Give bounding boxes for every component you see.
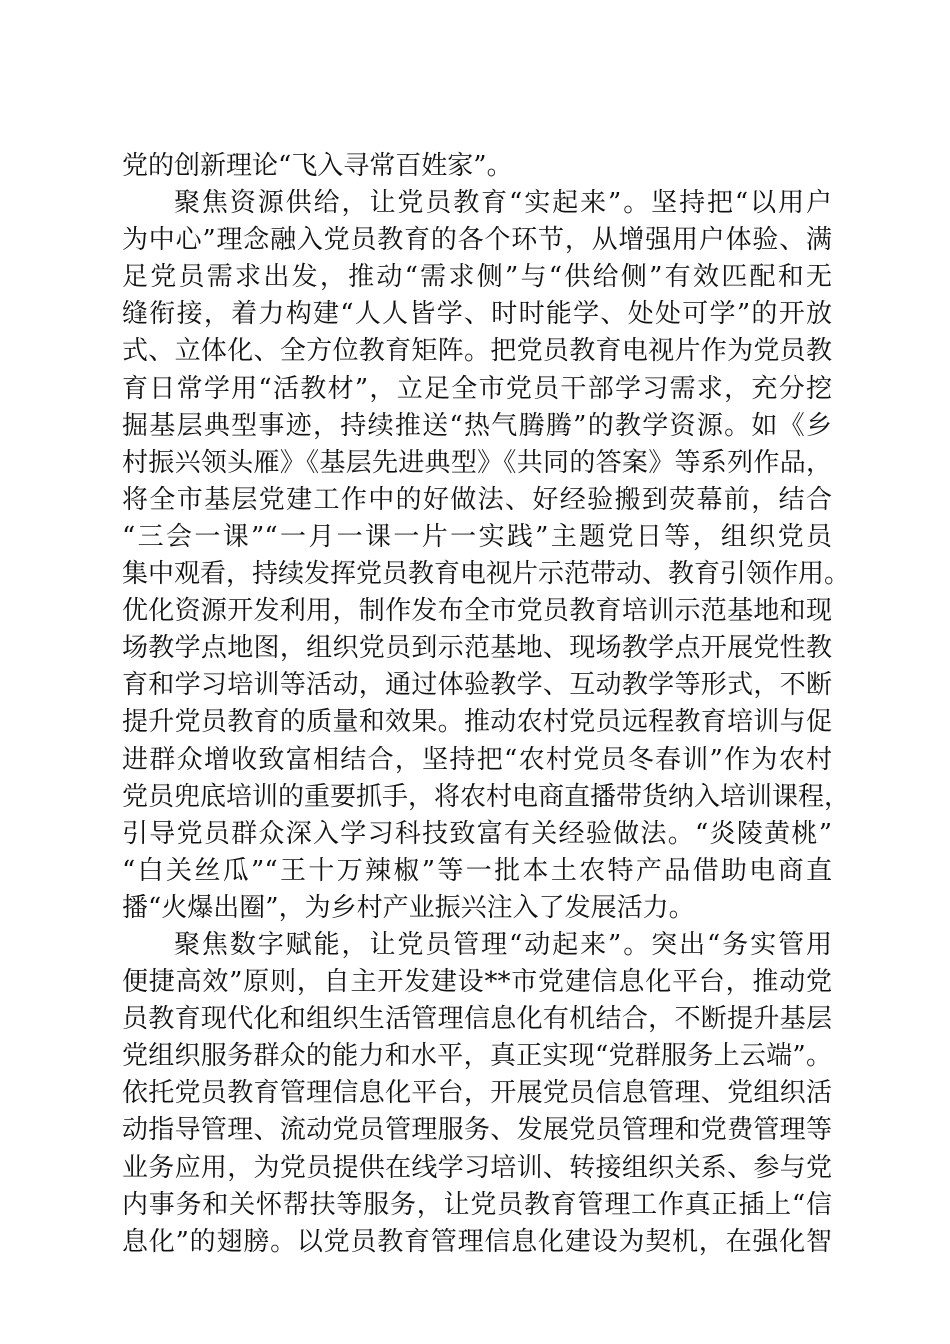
text-line: 党组织服务群众的能力和水平，真正实现“党群服务上云端”。 [122,1041,832,1072]
paragraph [122,185,851,927]
text-line: 聚焦资源供给，让党员教育“实起来”。坚持把“以用户 [174,188,832,219]
text-line: 掘基层典型事迹，持续推送“热气腾腾”的教学资源。如《乡 [122,410,832,441]
text-line: 聚焦数字赋能，让党员管理“动起来”。突出“务实管用 [174,929,832,960]
text-line: 提升党员教育的质量和效果。推动农村党员远程教育培训与促 [122,707,832,738]
text-line: 育和学习培训等活动，通过体验教学、互动教学等形式，不断 [122,670,832,701]
text-line: 引导党员群众深入学习科技致富有关经验做法。“炎陵黄桃” [122,818,832,849]
paragraph [122,148,832,185]
text-line: 业务应用，为党员提供在线学习培训、转接组织关系、参与党 [122,1152,832,1183]
text-line: 便捷高效”原则，自主开发建设**市党建信息化平台，推动党 [122,967,832,998]
text-line: 动指导管理、流动党员管理服务、发展党员管理和党费管理等 [122,1115,832,1146]
text-line: 党员兜底培训的重要抓手，将农村电商直播带货纳入培训课程， [122,781,851,812]
text-line: 播“火爆出圈”，为乡村产业振兴注入了发展活力。 [122,892,695,923]
text-line: 育日常学用“活教材”，立足全市党员干部学习需求，充分挖 [122,373,832,404]
text-line: 足党员需求出发，推动“需求侧”与“供给侧”有效匹配和无 [122,262,832,293]
text-line: 进群众增收致富相结合，坚持把“农村党员冬春训”作为农村 [122,744,832,775]
text-line: 息化”的翅膀。以党员教育管理信息化建设为契机，在强化智 [122,1226,832,1257]
text-line: 集中观看，持续发挥党员教育电视片示范带动、教育引领作用。 [122,559,851,590]
body-text [122,148,851,1261]
text-line: 内事务和关怀帮扶等服务，让党员教育管理工作真正插上“信 [122,1189,832,1220]
text-line: “白关丝瓜”“王十万辣椒”等一批本土农特产品借助电商直 [122,855,832,886]
text-line: 场教学点地图，组织党员到示范基地、现场教学点开展党性教 [122,633,832,664]
text-line: 员教育现代化和组织生活管理信息化有机结合，不断提升基层 [122,1004,832,1035]
text-line: 优化资源开发利用，制作发布全市党员教育培训示范基地和现 [122,596,832,627]
text-line: 缝衔接，着力构建“人人皆学、时时能学、处处可学”的开放 [122,299,832,330]
text-line: 为中心”理念融入党员教育的各个环节，从增强用户体验、满 [122,225,832,256]
text-line: 村振兴领头雁》《基层先进典型》《共同的答案》等系列作品， [122,447,832,478]
paragraph [122,927,832,1261]
text-line: 式、立体化、全方位教育矩阵。把党员教育电视片作为党员教 [122,336,832,367]
text-line: 将全市基层党建工作中的好做法、好经验搬到荧幕前，结合 [122,484,832,515]
text-line: 依托党员教育管理信息化平台，开展党员信息管理、党组织活 [122,1078,832,1109]
text-line: 党的创新理论“飞入寻常百姓家”。 [122,151,513,181]
text-line: “三会一课”“一月一课一片一实践”主题党日等，组织党员 [122,521,832,552]
